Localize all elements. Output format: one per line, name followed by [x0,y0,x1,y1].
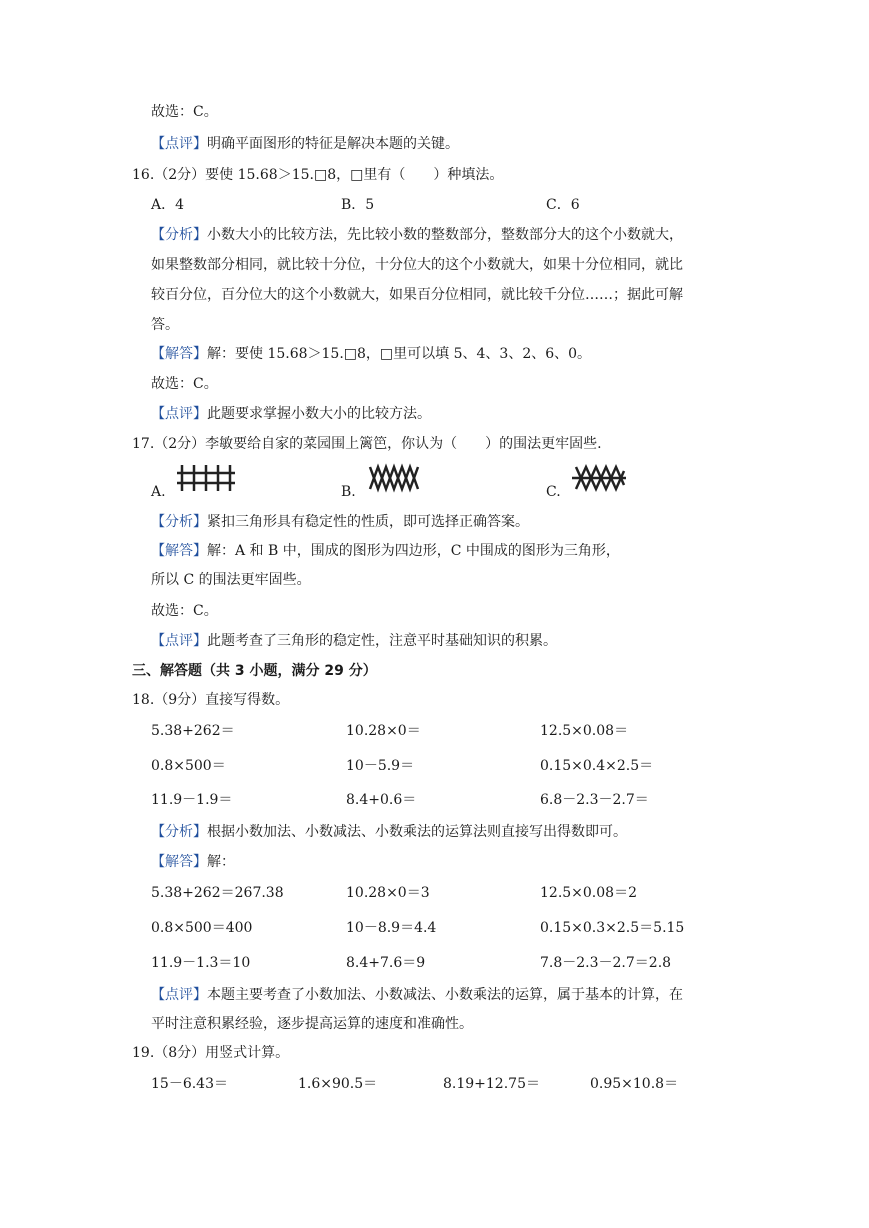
q17-answer: 故选：C。 [151,603,218,619]
q18-comment-line-2: 平时注意积累经验，逐步提高运算的速度和准确性。 [151,1016,473,1032]
q16-analysis-line-4: 答。 [151,317,179,333]
solution-tag: 【解答】 [151,543,207,559]
q17-option-b: B. [341,484,356,500]
comment-text: 此题要求掌握小数大小的比较方法。 [207,406,431,422]
analysis-tag: 【分析】 [151,514,207,530]
q18-problem: 0.8×500＝ [151,758,226,774]
q18-comment [151,985,683,1005]
q19-stem: 19.（8分）用竖式计算。 [132,1045,290,1061]
q15-comment [151,134,459,154]
q18-problem: 5.38+262＝ [151,723,235,739]
q17-option-c: C. [546,484,561,500]
analysis-text: 小数大小的比较方法，先比较小数的整数部分，整数部分大的这个小数就大， [207,227,683,243]
solution-text: 解： [207,854,235,870]
q18-answer: 10－8.9＝4.4 [346,920,437,936]
comment-tag: 【点评】 [151,987,207,1003]
q18-answer: 12.5×0.08＝2 [540,885,637,901]
q18-answer: 10.28×0＝3 [346,885,430,901]
q18-answer: 0.8×500＝400 [151,920,253,936]
q18-answer: 7.8－2.3－2.7＝2.8 [540,955,672,971]
q18-analysis [151,822,627,842]
q16-solution [151,344,591,364]
q18-answer: 11.9－1.3＝10 [151,955,251,971]
q16-analysis [151,225,683,245]
q15-answer: 故选：C。 [151,104,218,120]
q16-option-b: B．5 [341,197,375,213]
fence-triangle-icon [572,463,628,493]
section-title: 三、解答题（共 3 小题，满分 29 分） [132,663,377,679]
solution-text: 解：要使 15.68＞15.□8，□里可以填 5、4、3、2、6、0。 [207,346,592,362]
q17-solution [151,541,620,561]
q16-analysis-line-2: 如果整数部分相同，就比较十分位，十分位大的这个小数就大，如果十分位相同，就比 [151,257,683,273]
fence-zigzag-icon [368,463,424,493]
solution-tag: 【解答】 [151,854,207,870]
q18-solution [151,852,235,872]
comment-tag: 【点评】 [151,633,207,649]
q19-problem: 15－6.43＝ [151,1076,228,1092]
q16-comment [151,404,431,424]
q17-solution-line-2: 所以 C 的围法更牢固些。 [151,572,311,588]
analysis-text: 紧扣三角形具有稳定性的性质，即可选择正确答案。 [207,514,529,530]
q17-stem: 17.（2分）李敏要给自家的菜园围上篱笆，你认为（ ）的围法更牢固些. [132,436,602,452]
q16-stem: 16.（2分）要使 15.68＞15.□8，□里有（ ）种填法。 [132,167,504,183]
comment-text: 此题考查了三角形的稳定性，注意平时基础知识的积累。 [207,633,557,649]
comment-tag: 【点评】 [151,136,207,152]
q16-analysis-line-3: 较百分位，百分位大的这个小数就大，如果百分位相同，就比较千分位……；据此可解 [151,287,683,303]
fence-grid-icon [176,463,236,493]
comment-text: 本题主要考查了小数加法、小数减法、小数乘法的运算，属于基本的计算，在 [207,987,683,1003]
q19-problem: 8.19+12.75＝ [443,1076,540,1092]
q18-answer: 8.4+7.6＝9 [346,955,426,971]
q17-comment [151,631,557,651]
analysis-tag: 【分析】 [151,824,207,840]
comment-text: 明确平面图形的特征是解决本题的关键。 [207,136,459,152]
q19-problem: 1.6×90.5＝ [298,1076,378,1092]
comment-tag: 【点评】 [151,406,207,422]
q16-option-a: A．4 [151,197,185,213]
q17-analysis [151,512,529,532]
solution-text: 解：A 和 B 中，围成的图形为四边形，C 中围成的图形为三角形， [207,543,620,559]
q18-problem: 10－5.9＝ [346,758,415,774]
solution-tag: 【解答】 [151,346,207,362]
q17-option-a: A. [151,484,166,500]
q19-problem: 0.95×10.8＝ [590,1076,679,1092]
q18-answer: 5.38+262＝267.38 [151,885,284,901]
q18-problem: 10.28×0＝ [346,723,421,739]
q18-problem: 12.5×0.08＝ [540,723,629,739]
q18-problem: 8.4+0.6＝ [346,792,417,808]
q18-problem: 6.8－2.3－2.7＝ [540,792,649,808]
q18-stem: 18.（9分）直接写得数。 [132,692,290,708]
q16-option-c: C．6 [546,197,580,213]
analysis-tag: 【分析】 [151,227,207,243]
q16-answer: 故选：C。 [151,376,218,392]
q18-answer: 0.15×0.3×2.5＝5.15 [540,920,685,936]
q18-problem: 11.9－1.9＝ [151,792,233,808]
q18-problem: 0.15×0.4×2.5＝ [540,758,654,774]
analysis-text: 根据小数加法、小数减法、小数乘法的运算法则直接写出得数即可。 [207,824,627,840]
